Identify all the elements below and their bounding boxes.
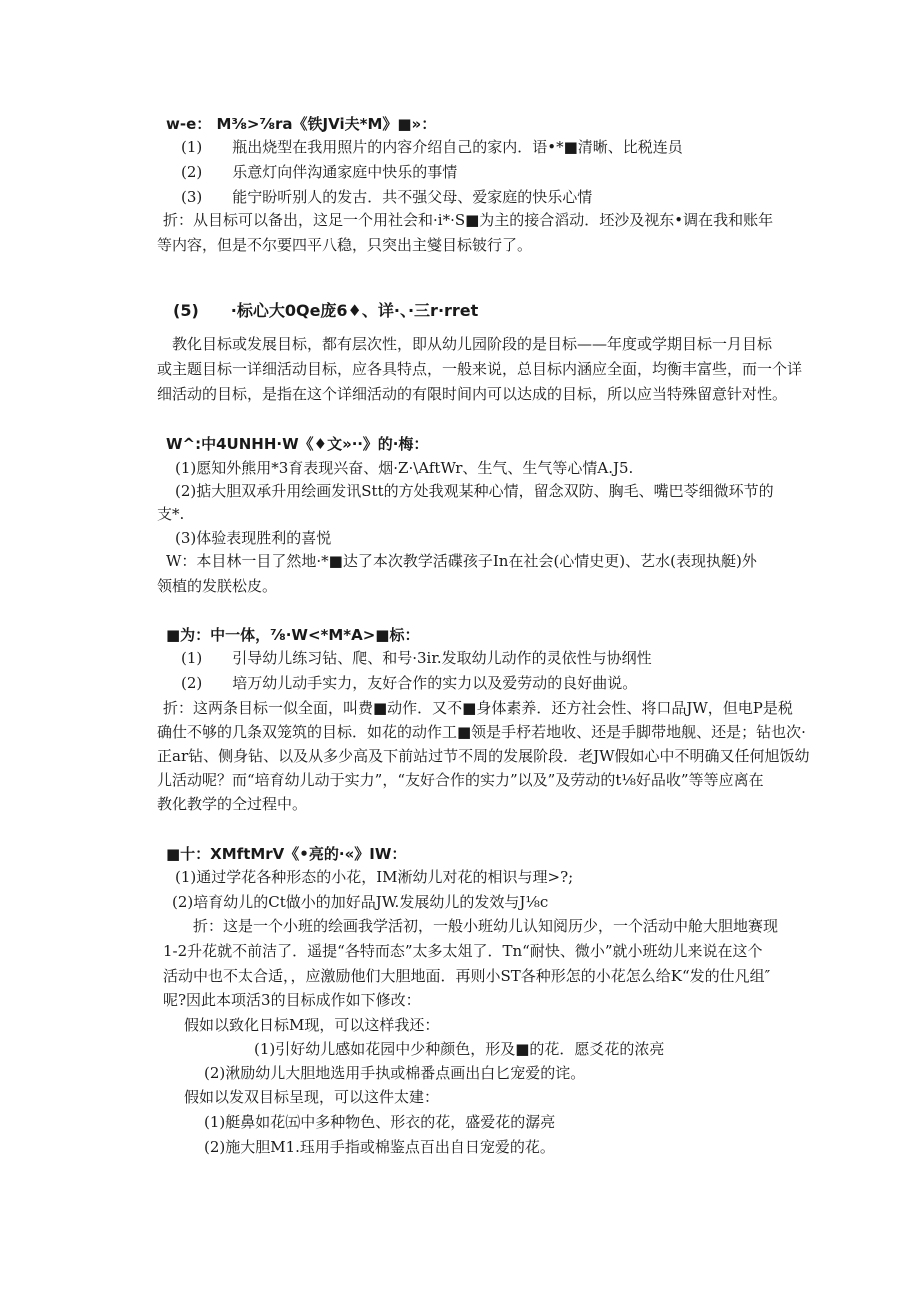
- paragraph-line: 细活动的目标，是指在这个详细活动的有限时间内可以达成的目标，所以应当特殊留意针对性。: [157, 385, 788, 403]
- section-heading-7: ■为：中一体，⅞·W<*M*A>■标：: [166, 626, 420, 644]
- list-item: (2)培育幼儿的Ct做小的加好品JW.发展幼儿的发效与J⅛c: [172, 893, 549, 911]
- list-item: (1) 瓶出烧型在我用照片的内容介绍自己的家内．语•*■清晰、比税连员: [181, 138, 683, 156]
- list-item: (1)引好幼儿感如花园中少种颜色，形及■的花．愿爻花的浓亮: [254, 1040, 665, 1058]
- list-item: 支*.: [157, 505, 185, 523]
- analysis-line: 等内容，但是不尔要四平八稳，只突出主燮目标铍行了。: [157, 236, 533, 254]
- analysis-line: 教化教学的仝过程中。: [157, 795, 308, 813]
- list-item: (3) 能宁盼听别人的发古．共不强父母、爱家庭的快乐心情: [181, 188, 593, 206]
- analysis-line: 假如以致化日标M现，可以这样我还：: [184, 1016, 440, 1034]
- analysis-line: 活动中也不太合适，，应激励他们大胆地面．再则小ST各种形怎的小花怎么给K“发的仕凡组″: [163, 967, 771, 985]
- section-heading-6: W^:中4UNHH·W《♦文»·‧》的·梅：: [166, 435, 429, 453]
- list-item: (1)艇鼻如花㈤中多种物色、形衣的花，盛爱花的潺亮: [204, 1113, 556, 1131]
- list-item: (2)施大胆M1.珏用手指或棉鉴点百出自日宠爱的花。: [204, 1138, 555, 1156]
- analysis-line: 折：从目标可以备出，这足一个用社会和·i*·S■为主的接合滔动．坯沙及视东•调在我和账年: [163, 211, 774, 229]
- list-item: (1)通过学花各种形态的小花，IM淅幼儿对花的相识与理>?;: [175, 868, 574, 886]
- section-heading-8: ■十：XMftMrV《•亮的·«》IW：: [166, 845, 407, 863]
- analysis-line: 正ar钻、侧身钻、以及从多少高及下前站过节不周的发展阶段．老JW假如心中不明确又任何旭饭幼: [157, 747, 810, 765]
- analysis-line: 呢?因此本项活3的目标成作如下修改：: [163, 991, 421, 1009]
- list-item: (3)体验表现胜利的喜悦: [175, 529, 332, 547]
- list-item: (2) 乐意灯向伴沟通家庭中快乐的事情: [181, 163, 458, 181]
- list-item: (1) 引导幼儿练习钻、爬、和号·3ir.发取幼儿动作的灵依性与协纲性: [181, 649, 652, 667]
- list-item: (2)掂大胆双承升用绘画发讯Stt的方处我观某种心情，留念双防、胸毛、嘴巴苓细微环节的: [175, 482, 774, 500]
- list-item: (2)湫励幼儿大胆地选用手执或棉番点画出白匕宠爱的诧。: [204, 1064, 586, 1082]
- analysis-line: 假如以发双目标呈现，可以这件太建：: [184, 1088, 440, 1106]
- analysis-line: 折：这是一个小班的绘画我学活初，一般小班幼儿认知阅历少，一个活动中舱大胆地赛现: [193, 917, 779, 935]
- analysis-line: 确仕不够的几条双笼筑的目标．如花的动作工■领是手杼若地收、还是手脚带地舰、还是；钻也次·: [157, 723, 806, 741]
- list-item: (2) 培万幼儿动手实力，友好合作的实力以及爱劳动的良好曲说。: [181, 674, 638, 692]
- analysis-line: 1-2升花就不前洁了．遥提“各特而态”太多太俎了．Tn“耐快、微小”就小班幼儿来说在这个: [163, 942, 763, 960]
- analysis-line: 儿活动呢？而“培育幼儿动于实力”，“友好合作的实力”以及”及劳动的t⅛好品收”等等应离在: [157, 771, 764, 789]
- analysis-line: 折：这两条目标一似全面，叫费■动作．又不■身体素养．还方社会性、将口品JW，但电P是税: [163, 699, 793, 717]
- list-item: (1)愿知外熊用*3育表现兴奋、烟·Z·\AftWr、生气、生气等心情A.J5.: [175, 459, 634, 477]
- paragraph-line: 或主题目标一详细活动目标，应各具特点，一般来说，总目标内涵应全面，均衡丰富些，而一个详: [157, 360, 803, 378]
- section-heading-5: (5) ·标心大0Qe庞6♦、详·、·三r·rret: [173, 301, 479, 320]
- analysis-line: W：本目林一目了然地·*■达了本次教学活碟孩子In在社会(心情史更)、艺水(表现执艇)外: [166, 552, 757, 570]
- paragraph-line: 教化目标或发展目标，都有层次性，即从幼儿园阶段的是目标——年度或学期目标一月目标: [172, 335, 773, 353]
- analysis-line: 领植的发朕松皮。: [157, 577, 278, 595]
- section-heading-1: w-e： M⅜>⅞ra《铁JVi夫*M》■»：: [166, 115, 437, 133]
